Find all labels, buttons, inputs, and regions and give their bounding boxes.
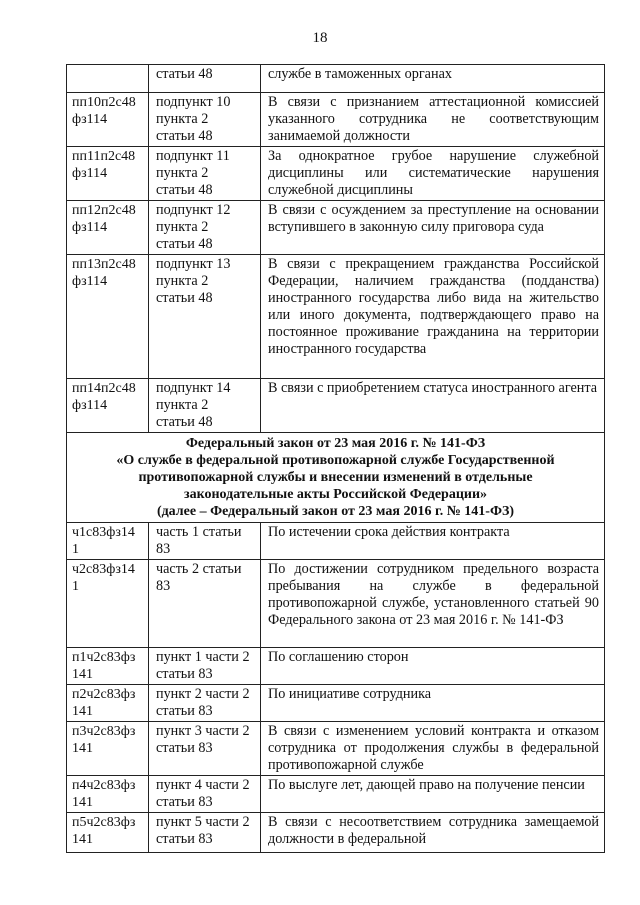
article-cell xyxy=(149,560,261,648)
code-cell xyxy=(67,685,149,722)
table-row xyxy=(67,722,605,776)
article-cell-text: часть 2 статьи xyxy=(156,561,242,577)
reason-cell xyxy=(261,93,605,147)
reason-cell xyxy=(261,65,605,93)
table-row xyxy=(67,379,605,433)
code-cell-text: фз114 xyxy=(72,220,108,235)
code-cell-text: 141 xyxy=(72,667,93,682)
article-cell-text: статьи 83 xyxy=(156,831,213,847)
code-cell-text: 141 xyxy=(72,704,93,719)
code-cell-text: 1 xyxy=(72,579,79,594)
reason-cell-text: По выслуге лет, дающей право на получение пенсии xyxy=(268,777,585,793)
section-header-line: противопожарной службы и внесении изменений в отдельные xyxy=(138,470,533,485)
code-cell-text: фз114 xyxy=(72,398,108,413)
reason-cell xyxy=(261,523,605,560)
article-cell-text: статьи 48 xyxy=(156,236,213,252)
table-body-part2 xyxy=(67,523,605,853)
article-cell xyxy=(149,685,261,722)
section-header-line: Федеральный закон от 23 мая 2016 г. № 141-ФЗ xyxy=(185,436,486,451)
code-cell xyxy=(67,379,149,433)
article-cell-text: пункт 3 части 2 xyxy=(156,723,250,739)
code-cell xyxy=(67,776,149,813)
article-cell-text: пункт 2 части 2 xyxy=(156,686,250,702)
code-cell-text: фз114 xyxy=(72,166,108,181)
article-cell-text: подпункт 10 xyxy=(156,94,231,110)
article-cell xyxy=(149,93,261,147)
code-cell-text: пп14п2с48 xyxy=(72,381,136,396)
article-cell-text: 83 xyxy=(156,578,171,594)
reason-cell-text: По истечении срока действия контракта xyxy=(268,524,510,540)
code-cell xyxy=(67,255,149,379)
article-cell-text: часть 1 статьи xyxy=(156,524,242,540)
article-cell xyxy=(149,523,261,560)
article-cell-text: 83 xyxy=(156,541,171,557)
page-number: 18 xyxy=(312,30,328,46)
reason-cell xyxy=(261,147,605,201)
reason-cell xyxy=(261,776,605,813)
section-header-line: «О службе в федеральной противопожарной службе Государственной xyxy=(116,453,555,468)
article-cell-text: статьи 48 xyxy=(156,414,213,430)
article-cell-text: статьи 83 xyxy=(156,703,213,719)
table-row xyxy=(67,685,605,722)
reason-cell-text: службе в таможенных органах xyxy=(268,66,452,82)
code-cell-text: п4ч2с83фз xyxy=(72,778,136,793)
article-cell-text: пункт 1 части 2 xyxy=(156,649,250,665)
code-cell-text: пп10п2с48 xyxy=(72,95,136,110)
article-cell-text: пункт 5 части 2 xyxy=(156,814,250,830)
reason-cell-text: В связи с признанием аттестационной комиссией указанного сотрудника не соответствующим занимаемой должности xyxy=(268,94,599,144)
code-cell xyxy=(67,201,149,255)
code-cell-text: ч2с83фз14 xyxy=(72,562,135,577)
code-cell-text: п3ч2с83фз xyxy=(72,724,136,739)
article-cell-text: пункта 2 xyxy=(156,219,209,235)
reason-cell-text: По инициативе сотрудника xyxy=(268,686,432,702)
code-cell xyxy=(67,65,149,93)
reason-cell xyxy=(261,255,605,379)
table-row xyxy=(67,147,605,201)
code-cell-text: ч1с83фз14 xyxy=(72,525,135,540)
article-cell xyxy=(149,813,261,853)
article-cell-text: статьи 83 xyxy=(156,794,213,810)
article-cell-text: пункта 2 xyxy=(156,273,209,289)
reason-cell-text: По достижении сотрудником предельного возраста пребывания на службе в федеральной противопожарной службе, установленного статьей 90 Федерального закона от 23 мая 2016 г. № 141-ФЗ xyxy=(268,561,599,628)
code-cell-text: 141 xyxy=(72,832,93,847)
reason-cell xyxy=(261,379,605,433)
reason-cell-text: По соглашению сторон xyxy=(268,649,409,665)
section-header-row xyxy=(67,433,605,523)
reason-cell-text: В связи с изменением условий контракта и отказом сотрудника от продолжения службы в федеральной противопожарной службе xyxy=(268,723,599,773)
article-cell-text: статьи 48 xyxy=(156,182,213,198)
article-cell-text: подпункт 13 xyxy=(156,256,231,272)
code-cell xyxy=(67,147,149,201)
article-cell xyxy=(149,255,261,379)
table-row xyxy=(67,201,605,255)
code-cell-text: п1ч2с83фз xyxy=(72,650,136,665)
article-cell-text: пункт 4 части 2 xyxy=(156,777,250,793)
article-cell-text: подпункт 14 xyxy=(156,380,231,396)
table-row xyxy=(67,93,605,147)
reason-cell-text: В связи с несоответствием сотрудника замещаемой должности в федеральной xyxy=(268,814,599,847)
article-cell-text: подпункт 11 xyxy=(156,148,230,164)
reason-cell xyxy=(261,648,605,685)
table-row xyxy=(67,648,605,685)
article-cell-text: пункта 2 xyxy=(156,165,209,181)
code-cell-text: 141 xyxy=(72,741,93,756)
table-row xyxy=(67,776,605,813)
reason-cell-text: В связи с прекращением гражданства Российской Федерации, наличием гражданства (подданства) иностранного государства либо вида на жительство или иного документа, подтверждающего право на постоянное проживание гражданина на территории иностранного государства xyxy=(268,256,599,357)
table-row xyxy=(67,255,605,379)
code-cell xyxy=(67,560,149,648)
code-cell-text: п2ч2с83фз xyxy=(72,687,136,702)
article-cell xyxy=(149,379,261,433)
code-cell-text: фз114 xyxy=(72,274,108,289)
article-cell-text: статьи 48 xyxy=(156,128,213,144)
section-header xyxy=(67,433,605,523)
table-row xyxy=(67,560,605,648)
code-cell xyxy=(67,722,149,776)
article-cell xyxy=(149,201,261,255)
reason-cell-text: В связи с приобретением статуса иностранного агента xyxy=(268,380,598,396)
dismissal-grounds-table xyxy=(66,64,605,853)
article-cell xyxy=(149,722,261,776)
article-cell-text: пункта 2 xyxy=(156,397,209,413)
code-cell xyxy=(67,523,149,560)
table-body-part1 xyxy=(67,65,605,433)
reason-cell-text: За однократное грубое нарушение служебной дисциплины или систематические нарушения служебной дисциплины xyxy=(268,148,599,198)
code-cell-text: фз114 xyxy=(72,112,108,127)
code-cell-text: 141 xyxy=(72,795,93,810)
code-cell-text: 1 xyxy=(72,542,79,557)
section-header-body xyxy=(67,433,605,523)
reason-cell-text: В связи с осуждением за преступление на основании вступившего в законную силу приговора суда xyxy=(268,202,599,235)
code-cell-text: п5ч2с83фз xyxy=(72,815,136,830)
section-header-line: (далее – Федеральный закон от 23 мая 2016 г. № 141-ФЗ) xyxy=(156,504,515,519)
code-cell xyxy=(67,813,149,853)
reason-cell xyxy=(261,201,605,255)
article-cell-text: пункта 2 xyxy=(156,111,209,127)
article-cell xyxy=(149,147,261,201)
article-cell-text: статьи 83 xyxy=(156,740,213,756)
code-cell-text: пп13п2с48 xyxy=(72,257,136,272)
article-cell xyxy=(149,648,261,685)
code-cell xyxy=(67,93,149,147)
code-cell-text: пп12п2с48 xyxy=(72,203,136,218)
reason-cell xyxy=(261,722,605,776)
article-cell-text: статьи 48 xyxy=(156,66,213,82)
article-cell xyxy=(149,776,261,813)
table-row xyxy=(67,523,605,560)
code-cell-text: пп11п2с48 xyxy=(72,149,136,164)
table-row xyxy=(67,813,605,853)
article-cell-text: статьи 48 xyxy=(156,290,213,306)
article-cell xyxy=(149,65,261,93)
section-header-line: законодательные акты Российской Федерации» xyxy=(183,487,488,502)
reason-cell xyxy=(261,560,605,648)
article-cell-text: статьи 83 xyxy=(156,666,213,682)
table-row xyxy=(67,65,605,93)
code-cell xyxy=(67,648,149,685)
reason-cell xyxy=(261,813,605,853)
reason-cell xyxy=(261,685,605,722)
article-cell-text: подпункт 12 xyxy=(156,202,231,218)
